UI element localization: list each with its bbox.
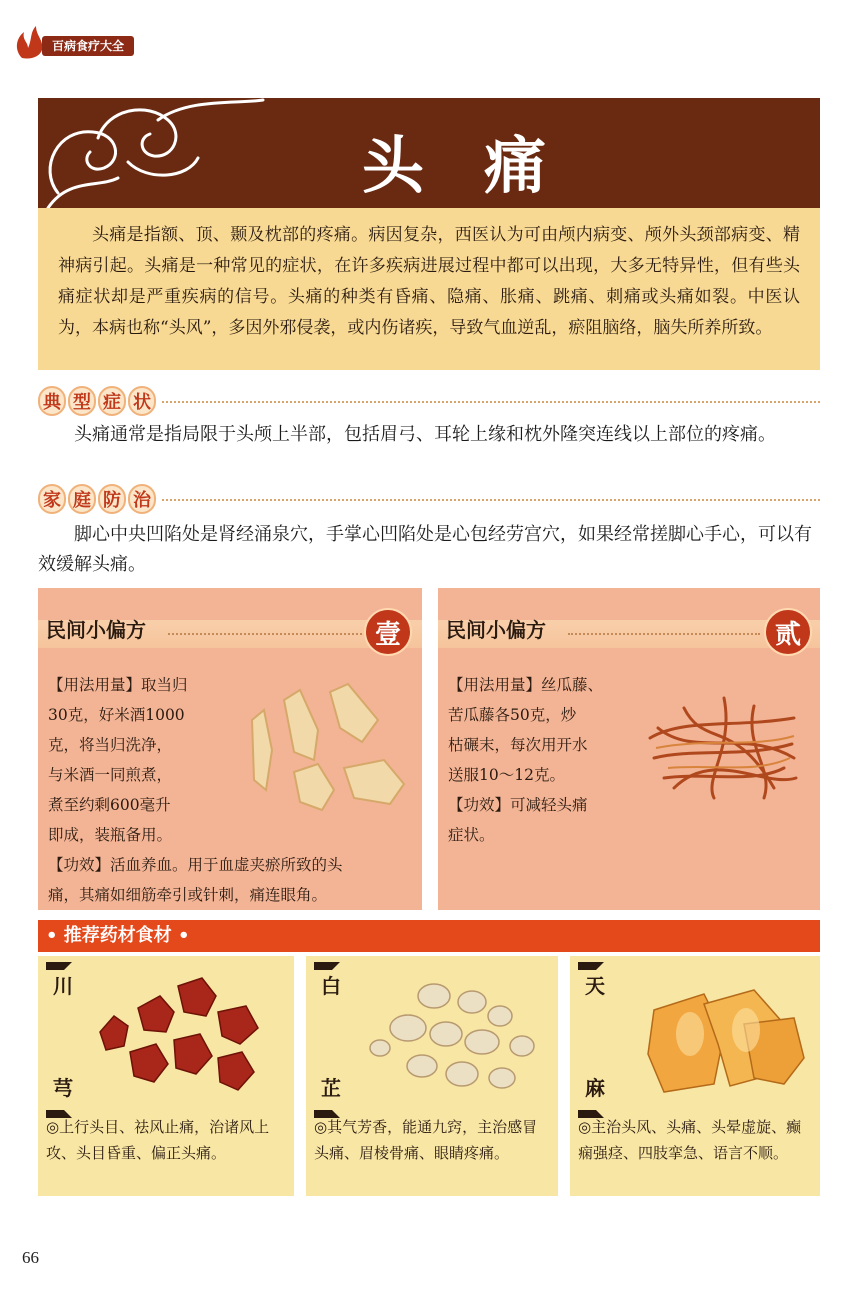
remedy-card-2 [438, 588, 820, 910]
section-char: 型 [68, 386, 96, 416]
section-header-home [38, 484, 820, 518]
remedy-usage: 【用法用量】取当归 30克，好米酒1000 克，将当归洗净， 与米酒一同煎煮， 煮至约剩600毫升 即成，装瓶备用。 [48, 676, 188, 844]
remedy-heading: 民间小偏方 [46, 618, 146, 642]
section-char: 症 [98, 386, 126, 416]
page-number: 66 [22, 1248, 39, 1267]
chuanxiong-image [90, 972, 286, 1102]
title-banner [38, 98, 820, 208]
recommended-bar: • 推荐药材食材 • [38, 920, 820, 952]
section-char: 状 [128, 386, 156, 416]
section-char: 治 [128, 484, 156, 514]
herb-description: ◎上行头目、祛风止痛，治诸风上攻、头目昏重、偏正头痛。 [46, 1118, 270, 1162]
baizhi-image [362, 976, 548, 1102]
remedy-number-badge: 壹 [364, 608, 412, 656]
book-tag [12, 22, 142, 60]
bracket-icon [44, 960, 74, 980]
angelica-slices-image [244, 680, 414, 820]
divider [162, 499, 820, 501]
page-title: 头痛 [361, 129, 606, 202]
herb-name: 天 麻 [576, 960, 610, 1108]
bracket-icon [576, 960, 606, 980]
divider [162, 401, 820, 403]
remedy-usage: 【用法用量】丝瓜藤、 苦瓜藤各50克，炒 枯碾末，每次用开水 送服10～12克。 【功效】可减轻头痛 症状。 [448, 676, 604, 844]
home-text: 脚心中央凹陷处是肾经涌泉穴，手掌心凹陷处是心包经劳宫穴，如果经常搓脚心手心，可以有效缓解头痛。 [38, 524, 812, 575]
herb-card-tianma [570, 956, 820, 1196]
bracket-icon [312, 960, 342, 980]
herb-name: 川 芎 [44, 960, 78, 1108]
remedy-heading: 民间小偏方 [446, 618, 546, 642]
herb-card-chuanxiong [38, 956, 294, 1196]
remedy-effect: 【功效】活血养血。用于血虚夹瘀所致的头 痛，其痛如细筋牵引或针刺，痛连眼角。 [48, 856, 343, 904]
intro-paragraph: 头痛是指额、顶、颞及枕部的疼痛。病因复杂，西医认为可由颅内病变、颅外头颈部病变、精神病引起。头痛是一种常见的症状，在许多疾病进展过程中都可以出现，大多无特异性，但有些头痛症状却是严重疾病的信号。头痛的种类有昏痛、隐痛、胀痛、跳痛、刺痛或头痛如裂。中医认为，本病也称“头风”，多因外邪侵袭，或内伤诸疾，导致气血逆乱，瘀阻脑络，脑失所养所致。 [38, 208, 820, 370]
tianma-image [634, 974, 810, 1100]
herb-name: 白 芷 [312, 960, 346, 1108]
herb-description: ◎主治头风、头痛、头晕虚旋、癫痫强痉、四肢挛急、语言不顺。 [578, 1118, 802, 1162]
remedy-number-badge: 贰 [764, 608, 812, 656]
section-char: 家 [38, 484, 66, 514]
section-char: 典 [38, 386, 66, 416]
section-char: 庭 [68, 484, 96, 514]
herb-description: ◎其气芳香，能通九窍，主治感冒头痛、眉棱骨痛、眼睛疼痛。 [314, 1118, 538, 1162]
section-char: 防 [98, 484, 126, 514]
herb-card-baizhi [306, 956, 558, 1196]
symptoms-text: 头痛通常是指局限于头颅上半部，包括眉弓、耳轮上缘和枕外隆突连线以上部位的疼痛。 [74, 424, 776, 445]
remedy-card-1 [38, 588, 422, 910]
book-title: 百病食疗大全 [42, 36, 134, 56]
section-header-symptoms [38, 386, 820, 420]
loofah-vine-image [644, 688, 804, 808]
